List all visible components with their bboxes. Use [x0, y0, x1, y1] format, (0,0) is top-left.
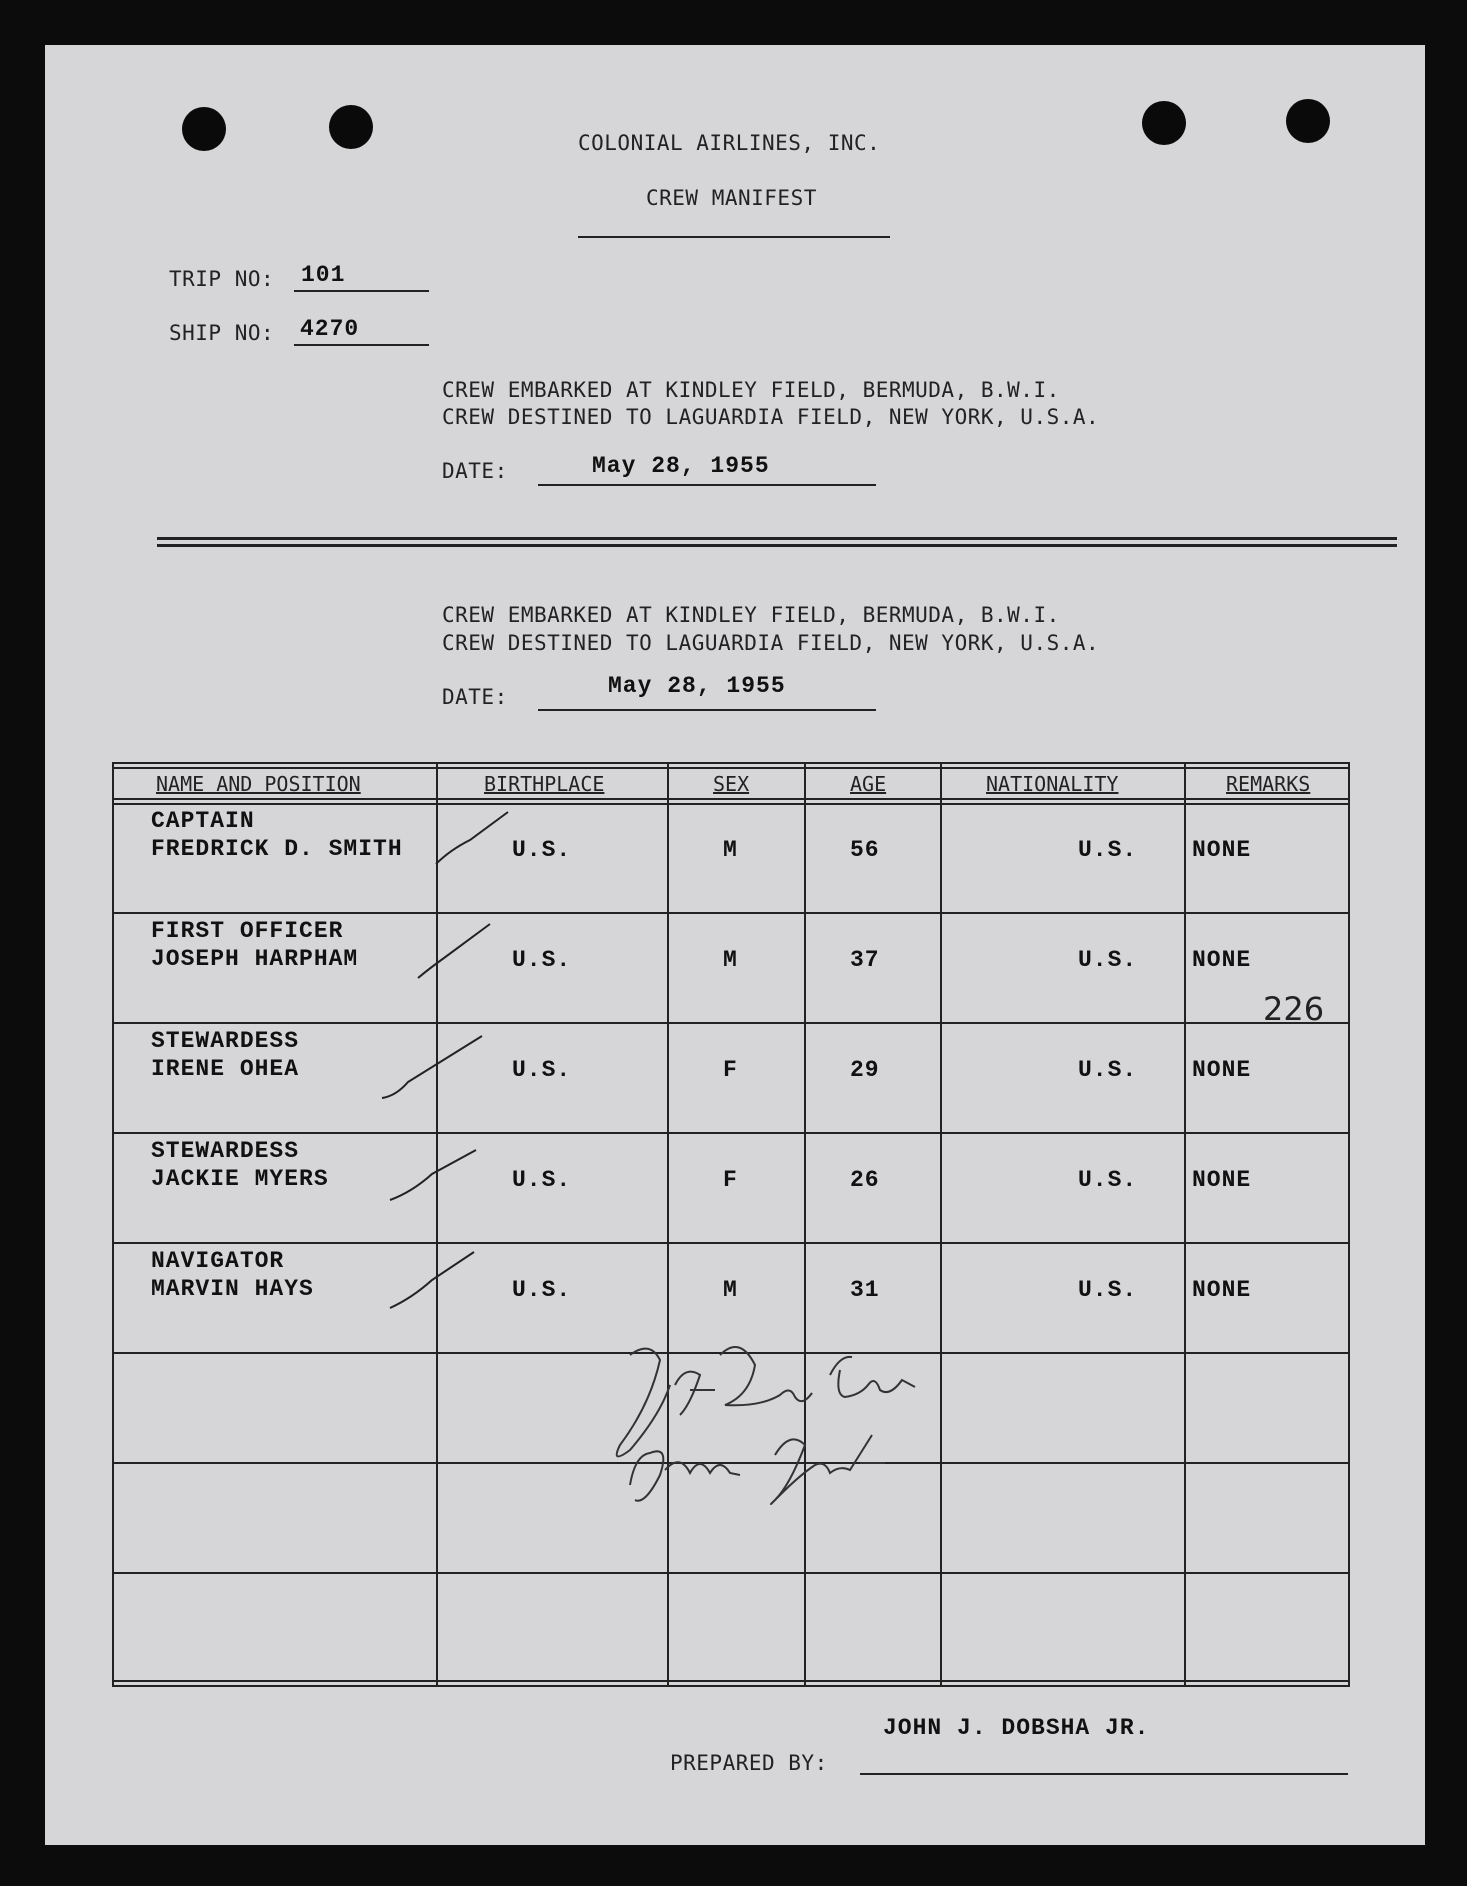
- crew-name: JACKIE MYERS: [151, 1166, 329, 1192]
- row-rule: [112, 1022, 1350, 1024]
- prepared-by-name: JOHN J. DOBSHA JR.: [883, 1715, 1150, 1741]
- row-rule: [112, 1242, 1350, 1244]
- header-rule: [112, 798, 1350, 800]
- header-rule: [112, 803, 1350, 805]
- date-line: [538, 484, 876, 486]
- crew-sex: M: [723, 837, 738, 863]
- column-rule: [940, 762, 942, 1687]
- crew-position: STEWARDESS: [151, 1138, 300, 1164]
- date-label: DATE:: [442, 685, 508, 709]
- check-mark-icon: [382, 1144, 492, 1224]
- header-name-position: NAME AND POSITION: [156, 772, 361, 796]
- column-rule: [436, 762, 438, 1687]
- date-value: May 28, 1955: [592, 453, 770, 479]
- crew-birthplace: U.S.: [512, 837, 572, 863]
- crew-remarks: NONE: [1192, 947, 1252, 973]
- crew-nationality: U.S.: [1078, 947, 1138, 973]
- title-underline: [578, 236, 890, 238]
- prepared-by-line: [860, 1773, 1348, 1775]
- crew-birthplace: U.S.: [512, 1277, 572, 1303]
- embarked-text: CREW EMBARKED AT KINDLEY FIELD, BERMUDA, B.W.I.: [442, 378, 1060, 402]
- check-mark-icon: [430, 800, 520, 880]
- crew-age: 26: [850, 1167, 880, 1193]
- section-divider: [157, 544, 1397, 547]
- crew-remarks: NONE: [1192, 1167, 1252, 1193]
- ship-number-label: SHIP NO:: [169, 321, 275, 345]
- crew-position: CAPTAIN: [151, 808, 255, 834]
- header-age: AGE: [850, 772, 887, 796]
- date-line: [538, 709, 876, 711]
- punch-hole: [182, 107, 226, 151]
- table-border-bottom: [112, 1680, 1350, 1682]
- trip-number-label: TRIP NO:: [169, 267, 275, 291]
- signature: [590, 1335, 960, 1525]
- page-number: 226: [1263, 990, 1325, 1028]
- header-birthplace: BIRTHPLACE: [484, 772, 605, 796]
- crew-nationality: U.S.: [1078, 837, 1138, 863]
- check-mark-icon: [412, 914, 502, 994]
- crew-sex: F: [723, 1167, 738, 1193]
- row-rule: [112, 1132, 1350, 1134]
- embarked-text: CREW EMBARKED AT KINDLEY FIELD, BERMUDA, B.W.I.: [442, 603, 1060, 627]
- crew-position: STEWARDESS: [151, 1028, 300, 1054]
- ship-number-line: [294, 344, 429, 346]
- trip-number-line: [294, 290, 429, 292]
- destined-text: CREW DESTINED TO LAGUARDIA FIELD, NEW YORK, U.S.A.: [442, 405, 1100, 429]
- crew-position: FIRST OFFICER: [151, 918, 344, 944]
- header-remarks: REMARKS: [1226, 772, 1311, 796]
- section-divider: [157, 537, 1397, 540]
- document-title: CREW MANIFEST: [646, 186, 817, 210]
- crew-name: MARVIN HAYS: [151, 1276, 314, 1302]
- ship-number-value: 4270: [300, 316, 360, 342]
- row-rule: [112, 912, 1350, 914]
- crew-sex: F: [723, 1057, 738, 1083]
- crew-remarks: NONE: [1192, 1277, 1252, 1303]
- crew-name: FREDRICK D. SMITH: [151, 836, 403, 862]
- crew-age: 37: [850, 947, 880, 973]
- header-nationality: NATIONALITY: [986, 772, 1119, 796]
- table-border-top: [112, 767, 1350, 769]
- check-mark-icon: [382, 1246, 492, 1326]
- crew-birthplace: U.S.: [512, 1167, 572, 1193]
- column-rule: [804, 762, 806, 1687]
- punch-hole: [1142, 101, 1186, 145]
- manifest-page: [45, 45, 1425, 1845]
- punch-hole: [329, 105, 373, 149]
- crew-nationality: U.S.: [1078, 1057, 1138, 1083]
- crew-remarks: NONE: [1192, 837, 1252, 863]
- crew-age: 31: [850, 1277, 880, 1303]
- column-rule: [667, 762, 669, 1687]
- crew-sex: M: [723, 1277, 738, 1303]
- crew-nationality: U.S.: [1078, 1167, 1138, 1193]
- trip-number-value: 101: [301, 262, 346, 288]
- prepared-by-label: PREPARED BY:: [670, 1751, 828, 1775]
- crew-remarks: NONE: [1192, 1057, 1252, 1083]
- table-border-right: [1348, 762, 1350, 1687]
- crew-name: IRENE OHEA: [151, 1056, 300, 1082]
- table-border-top: [112, 762, 1350, 764]
- company-name: COLONIAL AIRLINES, INC.: [578, 131, 881, 155]
- crew-position: NAVIGATOR: [151, 1248, 285, 1274]
- crew-birthplace: U.S.: [512, 947, 572, 973]
- check-mark-icon: [374, 1024, 494, 1114]
- destined-text: CREW DESTINED TO LAGUARDIA FIELD, NEW YORK, U.S.A.: [442, 631, 1100, 655]
- row-rule: [112, 1572, 1350, 1574]
- crew-nationality: U.S.: [1078, 1277, 1138, 1303]
- date-label: DATE:: [442, 459, 508, 483]
- crew-table: [112, 762, 1350, 1687]
- crew-birthplace: U.S.: [512, 1057, 572, 1083]
- date-value: May 28, 1955: [608, 673, 786, 699]
- column-rule: [1184, 762, 1186, 1687]
- crew-age: 29: [850, 1057, 880, 1083]
- crew-sex: M: [723, 947, 738, 973]
- table-border-bottom: [112, 1685, 1350, 1687]
- table-border-left: [112, 762, 114, 1687]
- punch-hole: [1286, 99, 1330, 143]
- crew-age: 56: [850, 837, 880, 863]
- header-sex: SEX: [713, 772, 750, 796]
- crew-name: JOSEPH HARPHAM: [151, 946, 359, 972]
